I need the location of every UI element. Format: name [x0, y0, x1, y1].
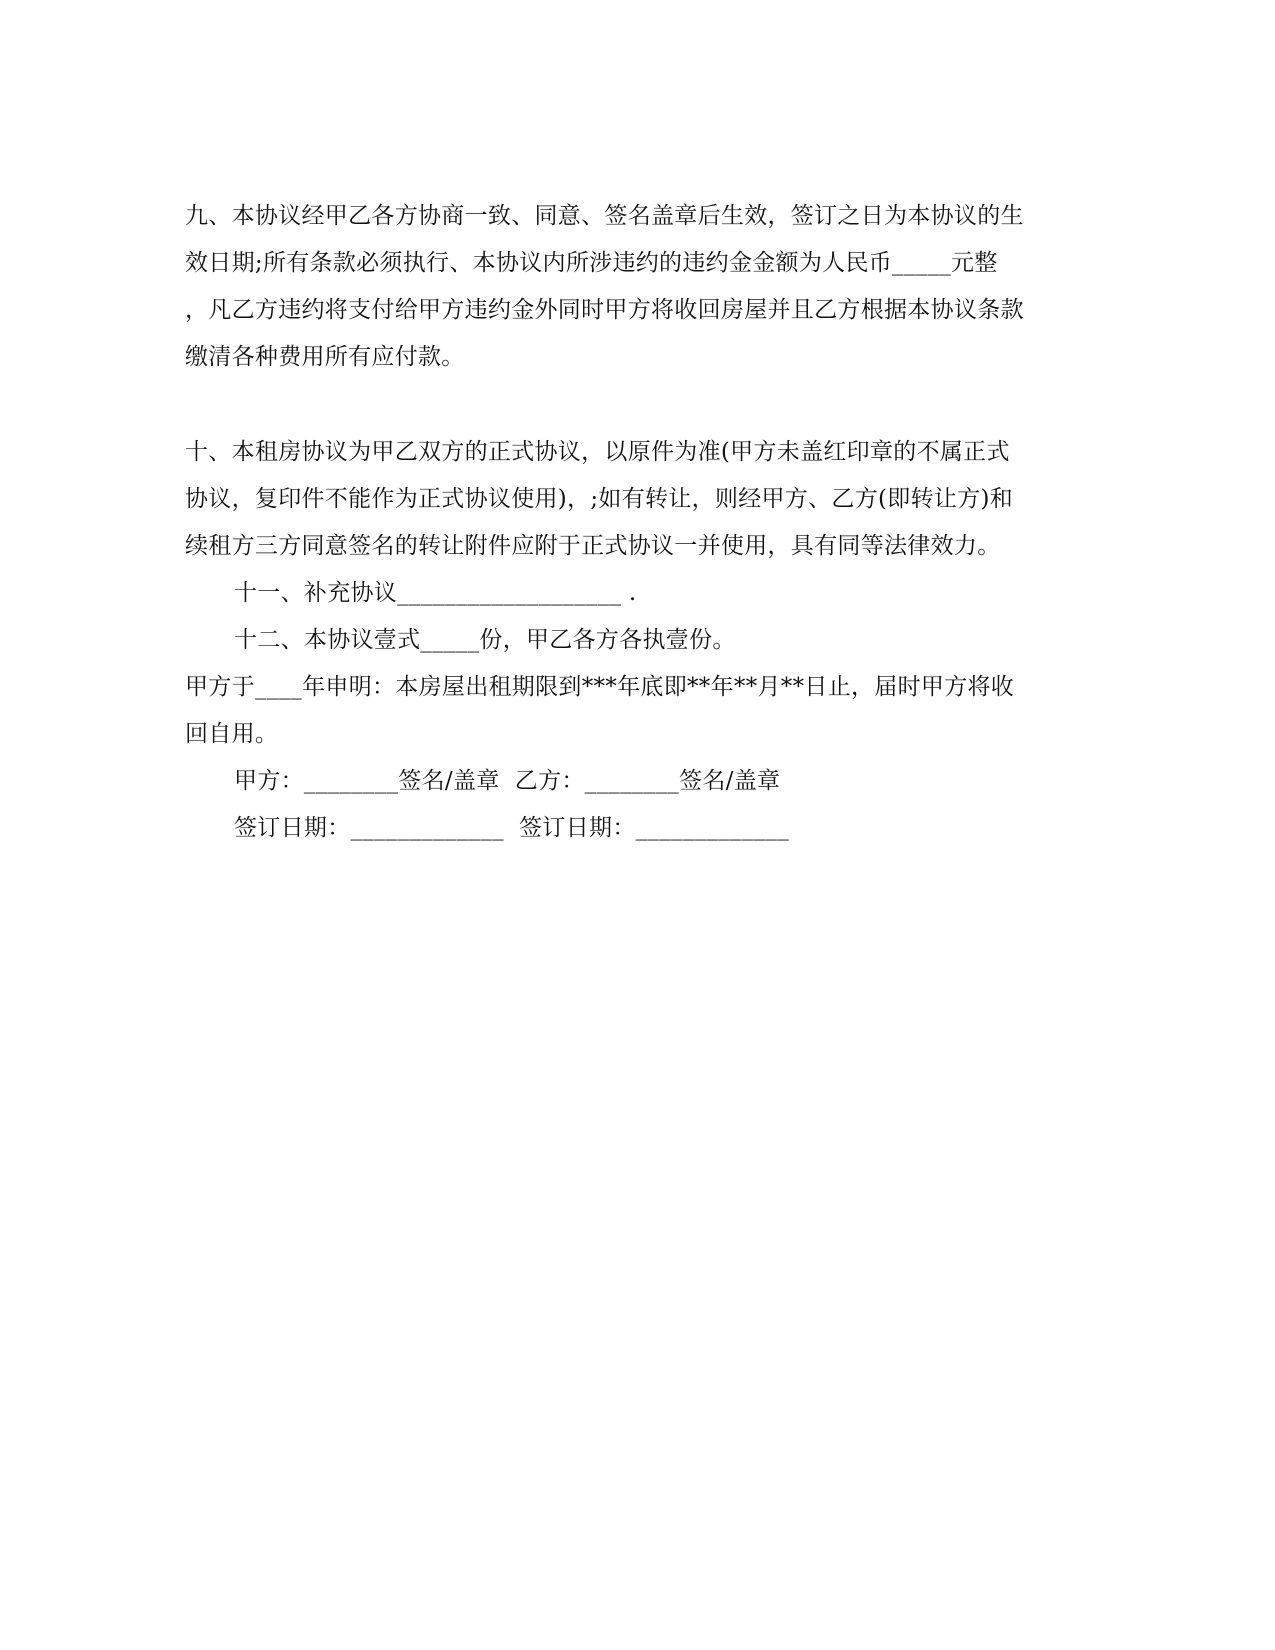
clause-10-line-2: 协议，复印件不能作为正式协议使用)，;如有转让，则经甲方、乙方(即转让方)和	[185, 486, 1014, 512]
clause-9-line-3: ，凡乙方违约将支付给甲方违约金外同时甲方将收回房屋并且乙方根据本协议条款	[185, 297, 1024, 323]
clause-10-line-1: 十、本租房协议为甲乙双方的正式协议，以原件为准(甲方未盖红印章的不属正式	[185, 439, 1010, 465]
signature-line: 甲方：________签名/盖章 乙方：________签名/盖章	[234, 768, 781, 794]
clause-12: 十二、本协议壹式_____份，甲乙各方各执壹份。	[234, 627, 736, 653]
clause-11: 十一、补充协议___________________ .	[234, 580, 637, 606]
statement-line-2: 回自用。	[185, 721, 279, 747]
statement-line-1: 甲方于____年申明：本房屋出租期限到***年底即**年**月**日止，届时甲方将收	[185, 674, 1015, 700]
clause-9-line-4: 缴清各种费用所有应付款。	[185, 344, 465, 370]
clause-10-line-3: 续租方三方同意签名的转让附件应附于正式协议一并使用，具有同等法律效力。	[185, 533, 1001, 559]
clause-9-line-2: 效日期;所有条款必须执行、本协议内所涉违约的违约金金额为人民币_____元整	[185, 250, 998, 276]
clause-9-line-1: 九、本协议经甲乙各方协商一致、同意、签名盖章后生效，签订之日为本协议的生	[185, 203, 1024, 229]
signing-date-line: 签订日期：_____________ 签订日期：_____________	[234, 815, 790, 841]
